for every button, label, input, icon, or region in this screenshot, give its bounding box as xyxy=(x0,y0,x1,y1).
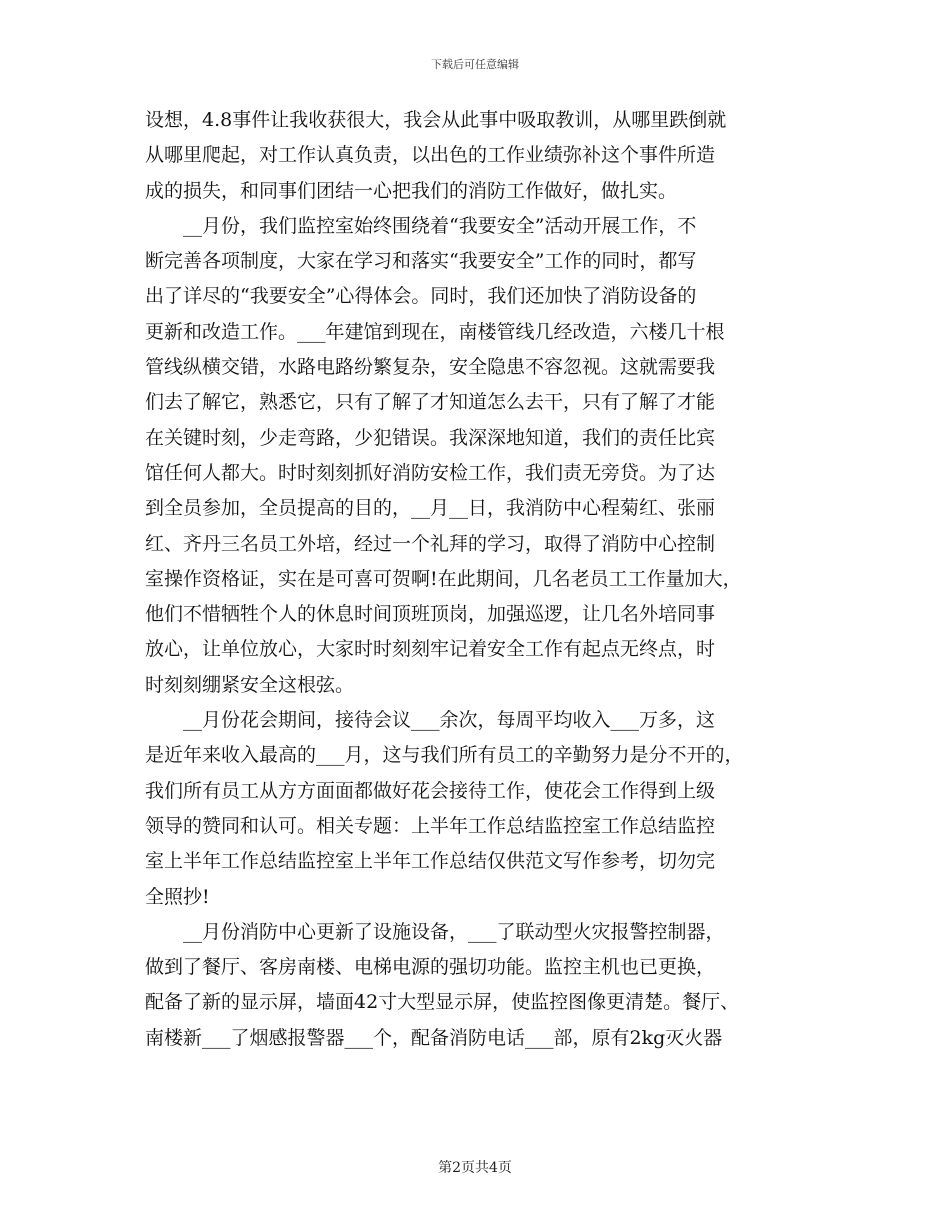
text-line: 设想，4.8事件让我收获很大，我会从此事中吸取教训，从哪里跌倒就 xyxy=(145,109,727,131)
text-line: 我们所有员工从方方面面都做好花会接待工作，使花会工作得到上级 xyxy=(145,779,716,802)
text-line: 从哪里爬起，对工作认真负责，以出色的工作业绩弥补这个事件所造 xyxy=(145,144,716,167)
text-line: 出了详尽的“我要安全”心得体会。同时，我们还加快了消防设备的 xyxy=(145,285,697,308)
text-line: 是近年来收入最高的___月，这与我们所有员工的辛勤努力是分不开的， xyxy=(145,744,744,767)
text-line: 管线纵横交错，水路电路纷繁复杂，安全隐患不容忽视。这就需要我 xyxy=(145,356,716,379)
paragraph-start-line: __月份花会期间，接待会议___余次，每周平均收入___万多，这 xyxy=(183,709,716,732)
text-line: 南楼新___了烟感报警器___个，配备消防电话___部，原有2kg灭火器 xyxy=(145,1026,723,1049)
text-line: 到全员参加，全员提高的目的，__月__日，我消防中心程菊红、张丽 xyxy=(145,497,716,520)
text-line: 在关键时刻，少走弯路，少犯错误。我深深地知道，我们的责任比宾 xyxy=(145,426,716,449)
text-line: 更新和改造工作。___年建馆到现在，南楼管线几经改造，六楼几十根 xyxy=(145,320,725,343)
text-line: 室上半年工作总结监控室上半年工作总结仅供范文写作参考，切勿完 xyxy=(145,850,716,873)
text-line: 馆任何人都大。时时刻刻抓好消防安检工作，我们责无旁贷。为了达 xyxy=(145,461,716,484)
text-line: 室操作资格证，实在是可喜可贺啊!在此期间，几名老员工工作量加大， xyxy=(145,567,742,590)
text-line: 成的损失，和同事们团结一心把我们的消防工作做好，做扎实。 xyxy=(145,179,678,202)
text-line: 配备了新的显示屏，墙面42寸大型显示屏，使监控图像更清楚。餐厅、 xyxy=(145,991,740,1014)
text-line: 们去了解它，熟悉它，只有了解了才知道怎么去干，只有了解了才能 xyxy=(145,391,716,414)
text-line: 领导的赞同和认可。相关专题：上半年工作总结监控室工作总结监控 xyxy=(145,814,716,837)
paragraph-start-line: __月份，我们监控室始终围绕着“我要安全”活动开展工作，不 xyxy=(183,214,697,237)
page-header: 下载后可任意编辑 xyxy=(431,58,519,71)
text-line: 断完善各项制度，大家在学习和落实“我要安全”工作的同时，都写 xyxy=(145,250,697,273)
text-line: 全照抄! xyxy=(145,885,210,908)
text-line: 放心，让单位放心，大家时时刻刻牢记着安全工作有起点无终点，时 xyxy=(145,638,716,661)
text-line: 红、齐丹三名员工外培，经过一个礼拜的学习，取得了消防中心控制 xyxy=(145,532,716,555)
text-line: 做到了餐厅、客房南楼、电梯电源的强切功能。监控主机也已更换， xyxy=(145,956,716,979)
page-number: 第2页共4页 xyxy=(438,1160,512,1176)
document-body xyxy=(145,103,813,1056)
paragraph-start-line: __月份消防中心更新了设施设备，___了联动型火灾报警控制器， xyxy=(183,920,725,943)
text-line: 时刻刻绷紧安全这根弦。 xyxy=(145,673,355,696)
text-line: 他们不惜牺牲个人的休息时间顶班顶岗，加强巡逻，让几名外培同事 xyxy=(145,603,716,626)
